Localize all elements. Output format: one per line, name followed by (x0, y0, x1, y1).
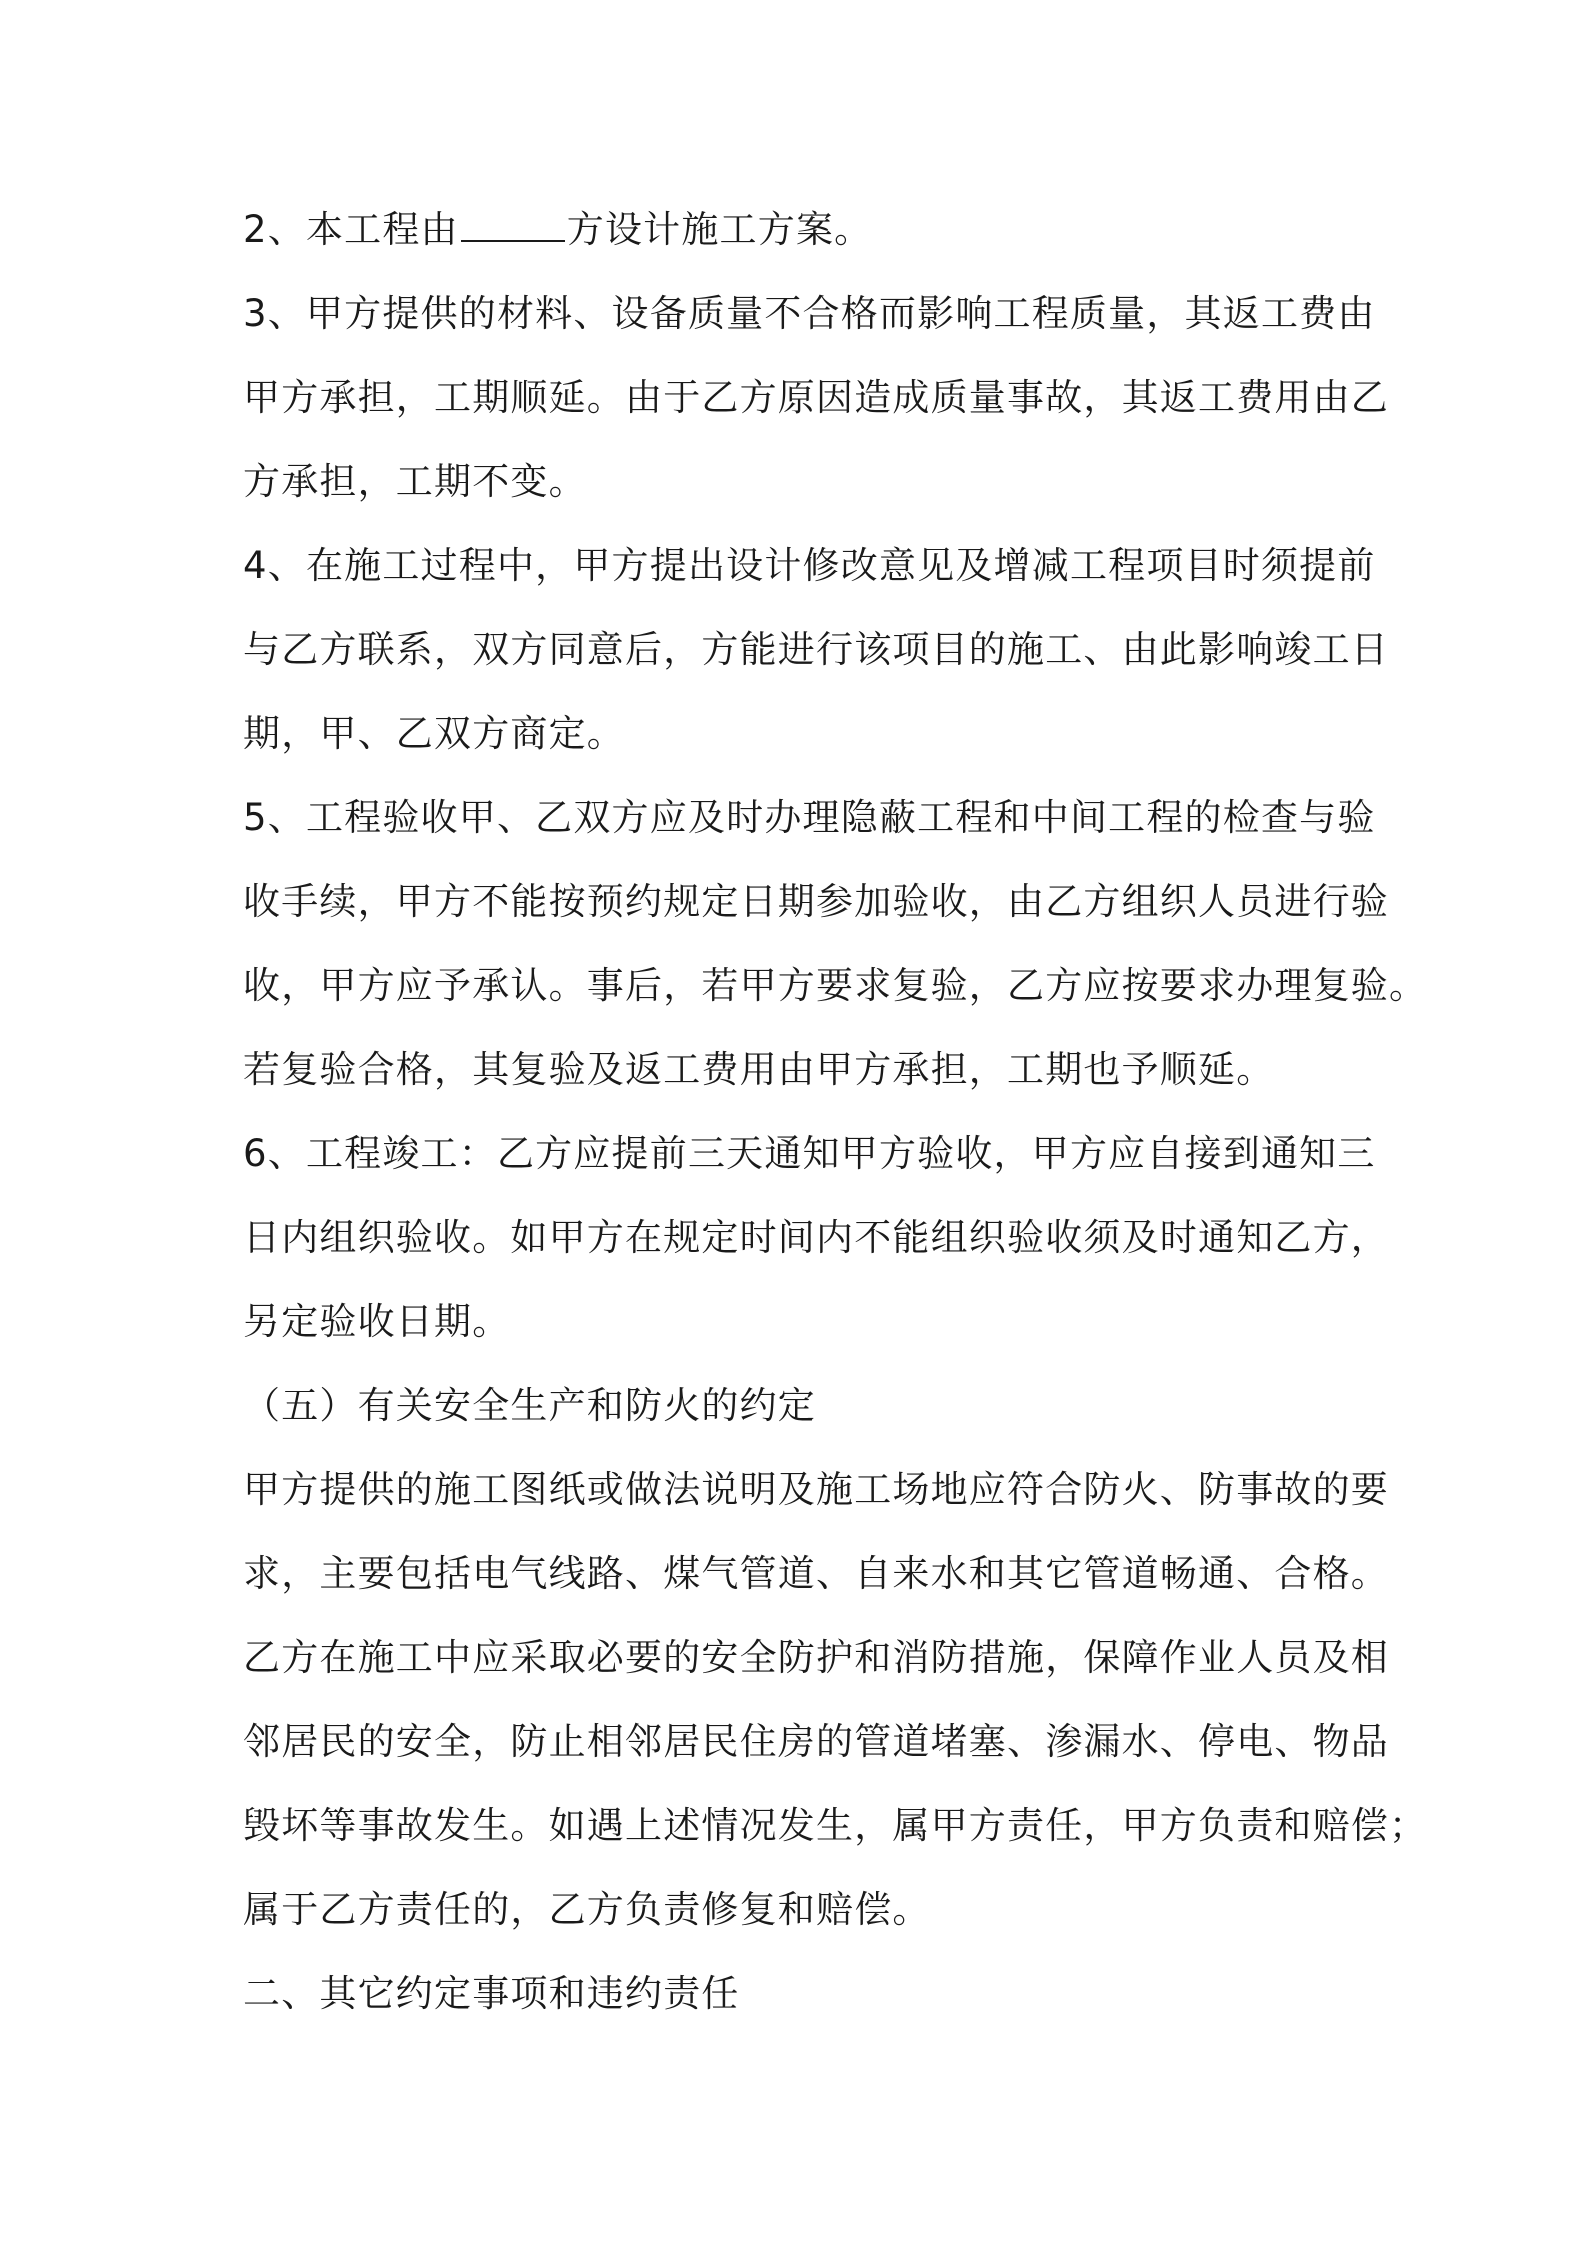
section-heading: （五）有关安全生产和防火的约定 (243, 1384, 816, 1427)
text-line: 与乙方联系，双方同意后，方能进行该项目的施工、由此影响竣工日 (243, 628, 1389, 671)
text-line: 日内组织验收。如甲方在规定时间内不能组织验收须及时通知乙方， (243, 1216, 1389, 1259)
text-segment: 2、本工程由 (243, 208, 459, 251)
text-segment: 方设计施工方案。 (566, 208, 873, 251)
text-line: 若复验合格，其复验及返工费用由甲方承担，工期也予顺延。 (243, 1048, 1275, 1091)
text-line: 方承担，工期不变。 (243, 460, 587, 503)
text-line: 4、在施工过程中，甲方提出设计修改意见及增减工程项目时须提前 (243, 544, 1376, 587)
text-line: 毁坏等事故发生。如遇上述情况发生，属甲方责任，甲方负责和赔偿； (243, 1804, 1428, 1847)
text-line: 收手续，甲方不能按预约规定日期参加验收，由乙方组织人员进行验 (243, 880, 1389, 923)
text-line: 甲方提供的施工图纸或做法说明及施工场地应符合防火、防事故的要 (243, 1468, 1389, 1511)
text-line: 求，主要包括电气线路、煤气管道、自来水和其它管道畅通、合格。 (243, 1552, 1389, 1595)
text-line: 收，甲方应予承认。事后，若甲方要求复验，乙方应按要求办理复验。 (243, 964, 1428, 1007)
text-line: 属于乙方责任的，乙方负责修复和赔偿。 (243, 1888, 931, 1931)
text-line: 期，甲、乙双方商定。 (243, 712, 625, 755)
section-heading: 二、其它约定事项和违约责任 (243, 1972, 740, 2015)
text-line: 另定验收日期。 (243, 1300, 511, 1343)
text-line: 乙方在施工中应采取必要的安全防护和消防措施，保障作业人员及相 (243, 1636, 1389, 1679)
fill-in-blank (461, 206, 565, 242)
text-line: 邻居民的安全，防止相邻居民住房的管道堵塞、渗漏水、停电、物品 (243, 1720, 1389, 1763)
text-line: 5、工程验收甲、乙双方应及时办理隐蔽工程和中间工程的检查与验 (243, 796, 1376, 839)
text-line: 3、甲方提供的材料、设备质量不合格而影响工程质量，其返工费由 (243, 292, 1376, 335)
text-line (243, 204, 1363, 256)
text-line: 6、工程竣工：乙方应提前三天通知甲方验收，甲方应自接到通知三 (243, 1132, 1376, 1175)
text-line: 甲方承担，工期顺延。由于乙方原因造成质量事故，其返工费用由乙 (243, 376, 1389, 419)
